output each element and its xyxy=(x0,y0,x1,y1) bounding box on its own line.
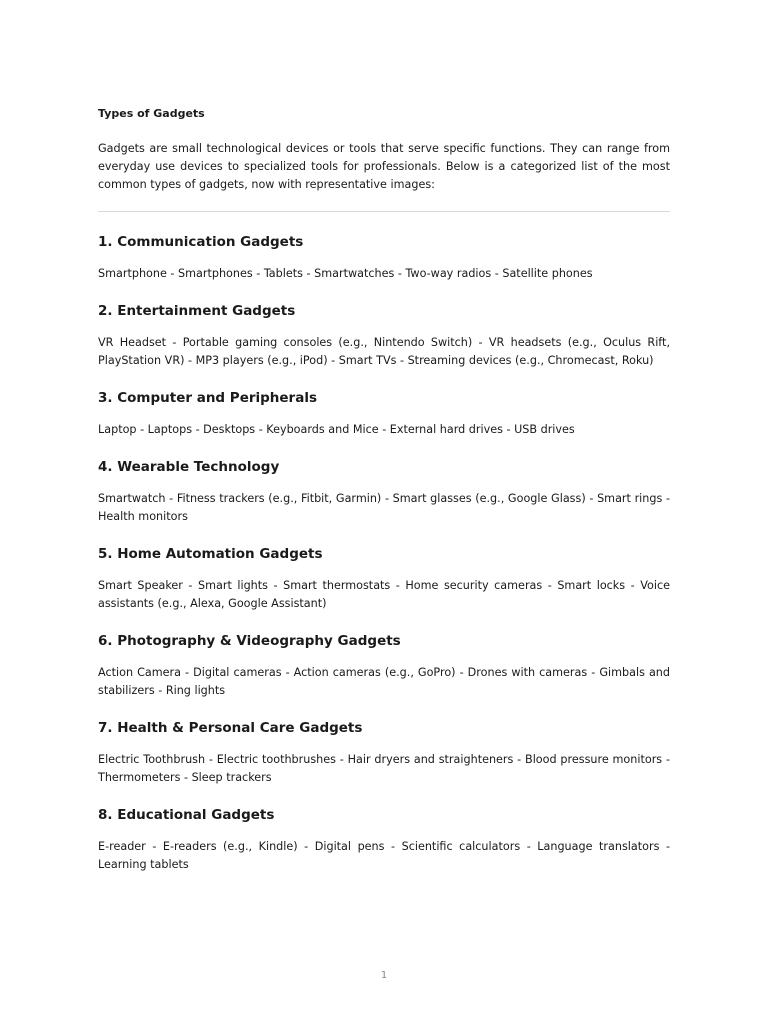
section-body: Smart Speaker - Smart lights - Smart thermostats - Home security cameras - Smart locks - Voice assistants (e.g., Alexa, Google Assistant) xyxy=(98,579,670,610)
section-body: Smartphone - Smartphones - Tablets - Smartwatches - Two-way radios - Satellite phones xyxy=(98,267,593,280)
section-body: Action Camera - Digital cameras - Action cameras (e.g., GoPro) - Drones with cameras - Gimbals and stabilizers - Ring lights xyxy=(98,666,670,697)
document-title: Types of Gadgets xyxy=(98,107,205,120)
section-heading: 3. Computer and Peripherals xyxy=(98,390,317,406)
section-heading: 6. Photography & Videography Gadgets xyxy=(98,633,401,649)
section-communication xyxy=(98,232,670,283)
section-heading: 5. Home Automation Gadgets xyxy=(98,546,323,562)
section-wearable xyxy=(98,457,670,526)
section-body: Electric Toothbrush - Electric toothbrushes - Hair dryers and straighteners - Blood pressure monitors - Thermometers - Sleep trackers xyxy=(98,753,670,784)
section-heading: 2. Entertainment Gadgets xyxy=(98,303,296,319)
section-computer-peripherals xyxy=(98,388,670,439)
divider xyxy=(98,211,670,212)
sections-list xyxy=(98,232,670,874)
section-body: E-reader - E-readers (e.g., Kindle) - Digital pens - Scientific calculators - Language translators - Learning tablets xyxy=(98,840,670,871)
section-heading: 7. Health & Personal Care Gadgets xyxy=(98,720,363,736)
section-heading: 1. Communication Gadgets xyxy=(98,234,304,250)
section-body: VR Headset - Portable gaming consoles (e.g., Nintendo Switch) - VR headsets (e.g., Oculus Rift, PlayStation VR) - MP3 players (e.g., iPod) - Smart TVs - Streaming devices (e.g., Chromecast, Roku) xyxy=(98,336,670,367)
page-number: 1 xyxy=(380,970,388,981)
section-health xyxy=(98,718,670,787)
section-heading: 8. Educational Gadgets xyxy=(98,807,275,823)
section-photography xyxy=(98,631,670,700)
section-entertainment xyxy=(98,301,670,370)
section-home-automation xyxy=(98,544,670,613)
section-body: Laptop - Laptops - Desktops - Keyboards and Mice - External hard drives - USB drives xyxy=(98,423,575,436)
intro-paragraph: Gadgets are small technological devices or tools that serve specific functions. They can range from everyday use devices to specialized tools for professionals. Below is a categorized list of the most common types of gadgets, now with representative images: xyxy=(98,142,670,191)
section-body: Smartwatch - Fitness trackers (e.g., Fitbit, Garmin) - Smart glasses (e.g., Google Glass) - Smart rings - Health monitors xyxy=(98,492,670,523)
section-heading: 4. Wearable Technology xyxy=(98,459,280,475)
section-educational xyxy=(98,805,670,874)
document-page xyxy=(98,106,670,874)
